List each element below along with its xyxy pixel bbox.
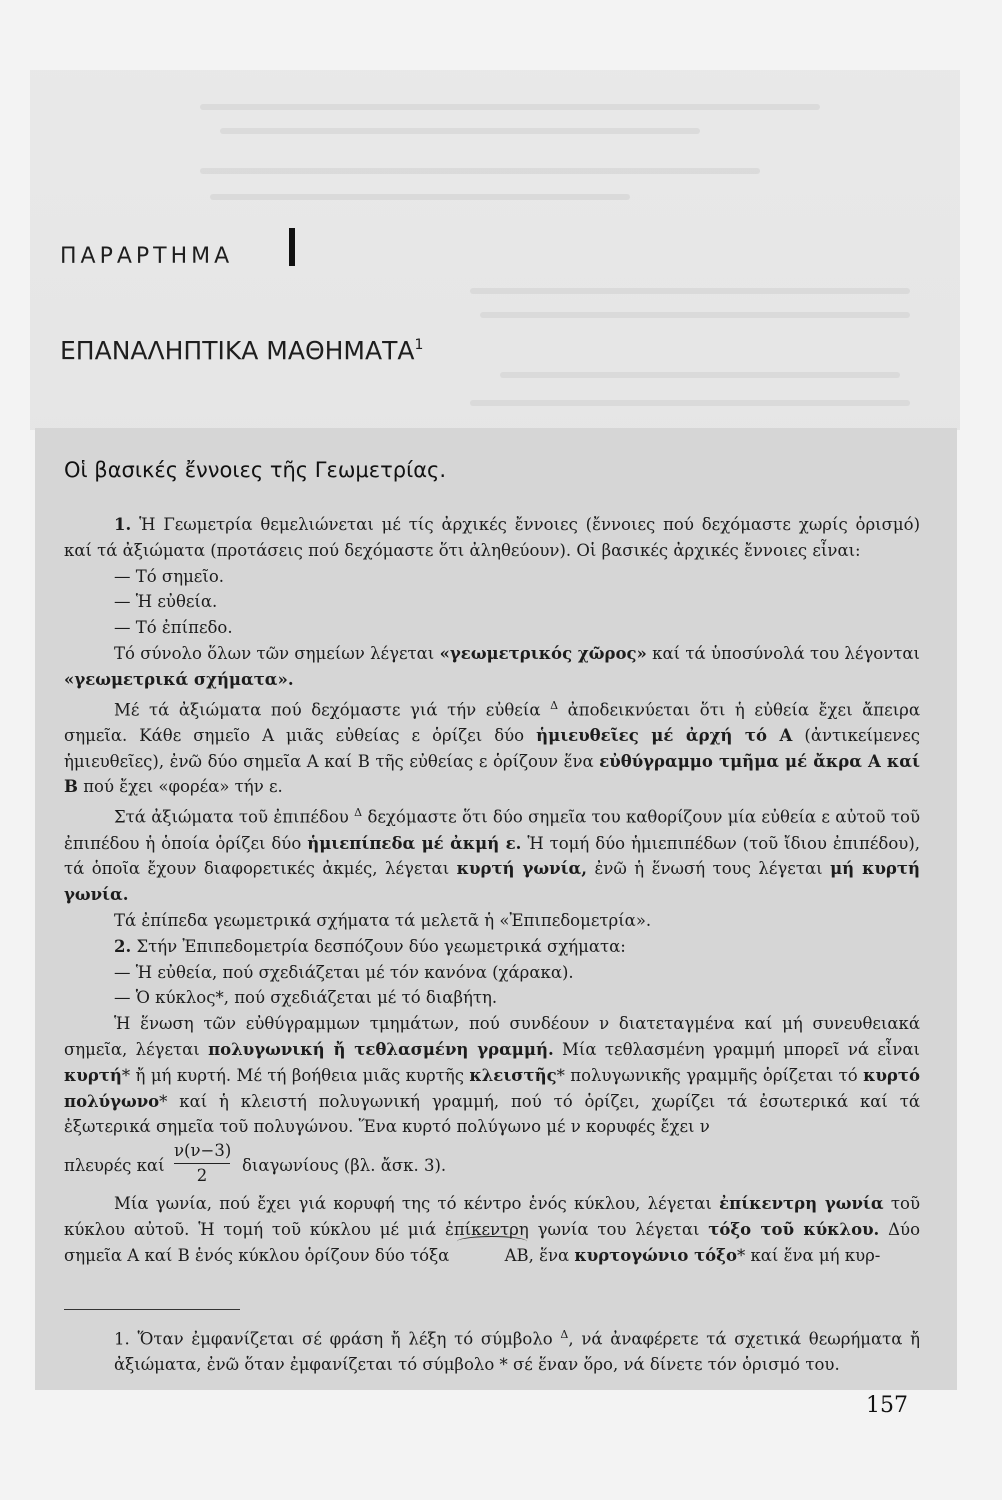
paragraph-number: 2. xyxy=(114,936,132,956)
footnote-rule xyxy=(64,1309,240,1310)
paragraph: Στά ἀξιώματα τοῦ ἐπιπέδου $^\Delta$ δεχόμαστε ὅτι δύο σημεῖα του καθορίζουν μία εὐθεία ε αὐτοῦ τοῦ ἐπιπέδου ἡ ὁποία ὁρίζει δύο ἡμιεπίπεδα μέ ἀκμή ε. Ἡ τομή δύο ἡμιεπιπέδων (τοῦ ἴδιου ἐπιπέδου), τά ὁποῖα ἔχουν διαφορετικές ἀκμές, λέγεται κυρτή γωνία, ἐνῶ ἡ ἕνωσή τους λέγεται μή κυρτή γωνία. xyxy=(64,806,921,905)
list-item: — Ὁ κύκλος*, πού σχεδιάζεται μέ τό διαβήτη. xyxy=(114,988,498,1008)
appendix-label: ΠΑΡΑΡΤΗΜΑ xyxy=(60,244,234,269)
paragraph-number: 1. xyxy=(114,515,132,534)
delta-symbol: Δ xyxy=(550,698,559,712)
fraction xyxy=(174,1140,230,1187)
page-number: 157 xyxy=(866,1393,908,1418)
footnote: 1. Ὅταν ἐμφανίζεται σέ φράση ἤ λέξη τό σύμβολο $^\Delta$, νά ἀναφέρετε τά σχετικά θεωρήματα ἤ ἀξιώματα, ἐνῶ ὅταν ἐμφανίζεται τό σύμβολο * σέ ἕναν ὅρο, νά δίνετε τόν ὁρισμό του. xyxy=(114,1328,921,1375)
paragraph: Τά ἐπίπεδα γεωμετρικά σχήματα τά μελετᾶ ἡ «Ἐπιπεδομετρία». xyxy=(114,910,652,930)
paragraph: 2. Στήν Ἐπιπεδομετρία δεσπόζουν δύο γεωμετρικά σχήματα: xyxy=(114,936,626,956)
bleed-through-line xyxy=(500,372,900,378)
appendix-numeral xyxy=(289,228,295,266)
fraction-line: πλευρές καί ν(ν−3) 2 διαγωνίους (βλ. ἄσκ. 3). xyxy=(64,1141,447,1186)
list-item: — Τό ἐπίπεδο. xyxy=(114,618,233,638)
footnote-reference: 1 xyxy=(414,337,424,353)
bleed-through-line xyxy=(210,194,630,200)
bleed-through-line xyxy=(220,128,700,134)
body-text xyxy=(64,512,920,1269)
fraction-denominator: 2 xyxy=(196,1166,208,1186)
list-item: — Ἡ εὐθεία, πού σχεδιάζεται μέ τόν κανόνα (χάρακα). xyxy=(114,962,574,982)
paragraph: 1. Ἡ Γεωμετρία θεμελιώνεται μέ τίς ἀρχικές ἔννοιες (ἔννοιες πού δεχόμαστε χωρίς ὁρισμό) καί τά ἀξιώματα (προτάσεις πού δεχόμαστε ὅτι ἀληθεύουν). Οἱ βασικές ἀρχικές ἔννοιες εἶναι: xyxy=(64,515,920,560)
paragraph: Τό σύνολο ὅλων τῶν σημείων λέγεται «γεωμετρικός χῶρος» καί τά ὑποσύνολά του λέγονται «γεωμετρικά σχήματα». xyxy=(64,643,921,689)
chapter-title xyxy=(60,336,423,365)
list-item: — Ἡ εὐθεία. xyxy=(114,592,218,612)
list-item: — Τό σημεῖο. xyxy=(114,566,224,586)
paragraph: Μέ τά ἀξιώματα πού δεχόμαστε γιά τήν εὐθεία $^\Delta$ ἀποδεικνύεται ὅτι ἡ εὐθεία ἔχει ἄπειρα σημεῖα. Κάθε σημεῖο Α μιᾶς εὐθείας ε ὁρίζει δύο ἡμιευθεῖες μέ ἀρχή τό Α (ἀντικείμενες ἡμιευθεῖες), ἐνῶ δύο σημεῖα Α καί Β τῆς εὐθείας ε ὁρίζουν ἕνα εὐθύγραμμο τμῆμα μέ ἄκρα Α καί Β πού ἔχει «φορέα» τήν ε. xyxy=(64,698,921,797)
fraction-bar xyxy=(174,1163,230,1164)
bleed-through-line xyxy=(480,312,910,318)
chapter-title-text: ΕΠΑΝΑΛΗΠΤΙΚΑ ΜΑΘΗΜΑΤΑ xyxy=(60,336,415,365)
delta-symbol: Δ xyxy=(560,1328,569,1341)
delta-symbol: Δ xyxy=(354,806,363,820)
arc-notation: ΑΒ xyxy=(455,1243,529,1269)
paragraph: Ἡ ἕνωση τῶν εὐθύγραμμων τμημάτων, πού συνδέουν ν διατεταγμένα καί μή συνευθειακά σημεῖα, λέγεται πολυγωνική ἤ τεθλασμένη γραμμή. Μία τεθλασμένη γραμμή μπορεῖ νά εἶναι κυρτή* ἤ μή κυρτή. Μέ τή βοήθεια μιᾶς κυρτῆς κλειστῆς* πολυγωνικῆς γραμμῆς ὁρίζεται τό κυρτό πολύγωνο* καί ἡ κλειστή πολυγωνική γραμμή, πού τό ὁρίζει, χωρίζει τά ἐσωτερικά καί τά ἐξωτερικά σημεῖα τοῦ πολυγώνου. Ἕνα κυρτό πολύγωνο μέ ν κορυφές ἔχει ν xyxy=(64,1014,920,1137)
paragraph: Μία γωνία, πού ἔχει γιά κορυφή της τό κέντρο ἑνός κύκλου, λέγεται ἐπίκεντρη γωνία τοῦ κύκλου αὐτοῦ. Ἡ τομή τοῦ κύκλου μέ μιά ἐπίκεντρη γωνία του λέγεται τόξο τοῦ κύκλου. Δύο σημεῖα Α καί Β ἑνός κύκλου ὁρίζουν δύο τόξα ΑΒ, ἕνα κυρτογώνιο τόξο* καί ἕνα μή κυρ- xyxy=(64,1191,920,1268)
bleed-through-line xyxy=(200,168,760,174)
bleed-through-line xyxy=(200,104,820,110)
footnote-number: 1. xyxy=(114,1329,130,1349)
fraction-numerator: ν(ν−3) xyxy=(174,1141,232,1161)
bleed-through-line xyxy=(470,288,910,294)
bleed-through-line xyxy=(470,400,910,406)
section-title: Οἱ βασικές ἔννοιες τῆς Γεωμετρίας. xyxy=(64,458,447,482)
